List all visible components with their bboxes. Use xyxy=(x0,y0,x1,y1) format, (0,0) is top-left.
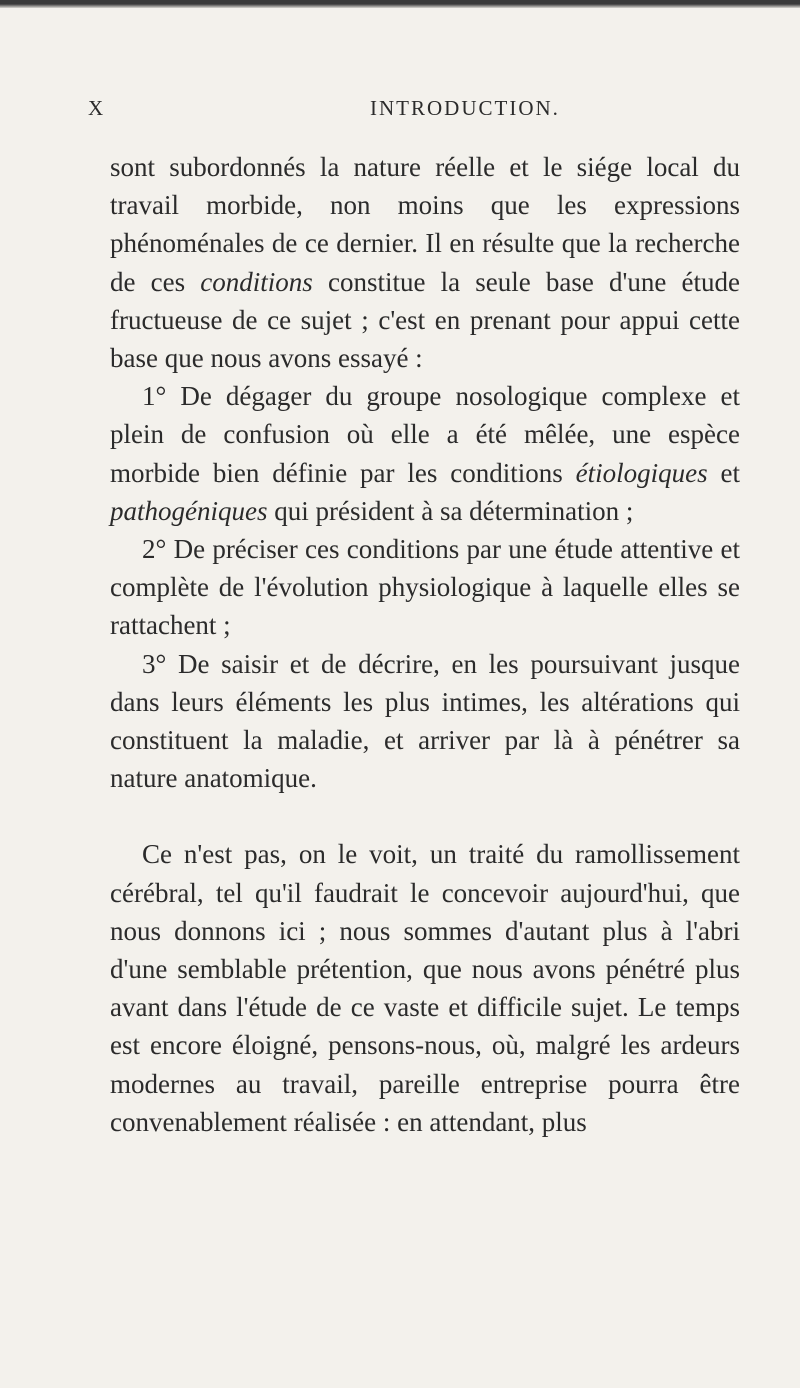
list-item-1: 1° De dégager du groupe nosologique complexe et plein de confusion où elle a été mêlée, une espèce morbide bien définie par les conditions étiologiques et pathogéniques qui président à sa détermination ; xyxy=(110,381,740,526)
page-number: X xyxy=(88,96,105,120)
page-top-edge xyxy=(0,0,800,8)
paragraph-continuation: sont subordonnés la nature réelle et le siége local du travail morbide, non moins que les expressions phénoménales de ce dernier. Il en résulte que la recherche de ces conditions constitue la seule base d'une étude fructueuse de ce sujet ; c'est en prenant pour appui cette base que nous avons essayé : xyxy=(110,152,741,374)
list-item-2: 2° De préciser ces conditions par une étude attentive et complète de l'évolution physiologique à laquelle elles se rattachent ; xyxy=(110,534,740,641)
body-text xyxy=(110,148,740,1141)
emphasis-etiologiques: étiologiques xyxy=(575,457,708,488)
running-head: INTRODUCTION. xyxy=(370,96,560,120)
page-header xyxy=(88,96,728,130)
list-item-3: 3° De saisir et de décrire, en les poursuivant jusque dans leurs éléments les plus intimes, les altérations qui constituent la maladie, et arriver par là à pénétrer sa nature anatomique. xyxy=(110,648,740,794)
emphasis-pathogeniques: pathogéniques xyxy=(110,495,268,526)
emphasis-conditions: conditions xyxy=(200,266,313,297)
paragraph: Ce n'est pas, on le voit, un traité du ramollissement cérébral, tel qu'il faudrait le concevoir aujourd'hui, que nous donnons ici ; nous sommes d'autant plus à l'abri d'une semblable prétention, que nous avons pénétré plus avant dans l'étude de ce vaste et difficile sujet. Le temps est encore éloigné, pensons-nous, où, malgré les ardeurs modernes au travail, pareille entreprise pourra être convenablement réalisée : en attendant, plus xyxy=(110,839,740,1137)
